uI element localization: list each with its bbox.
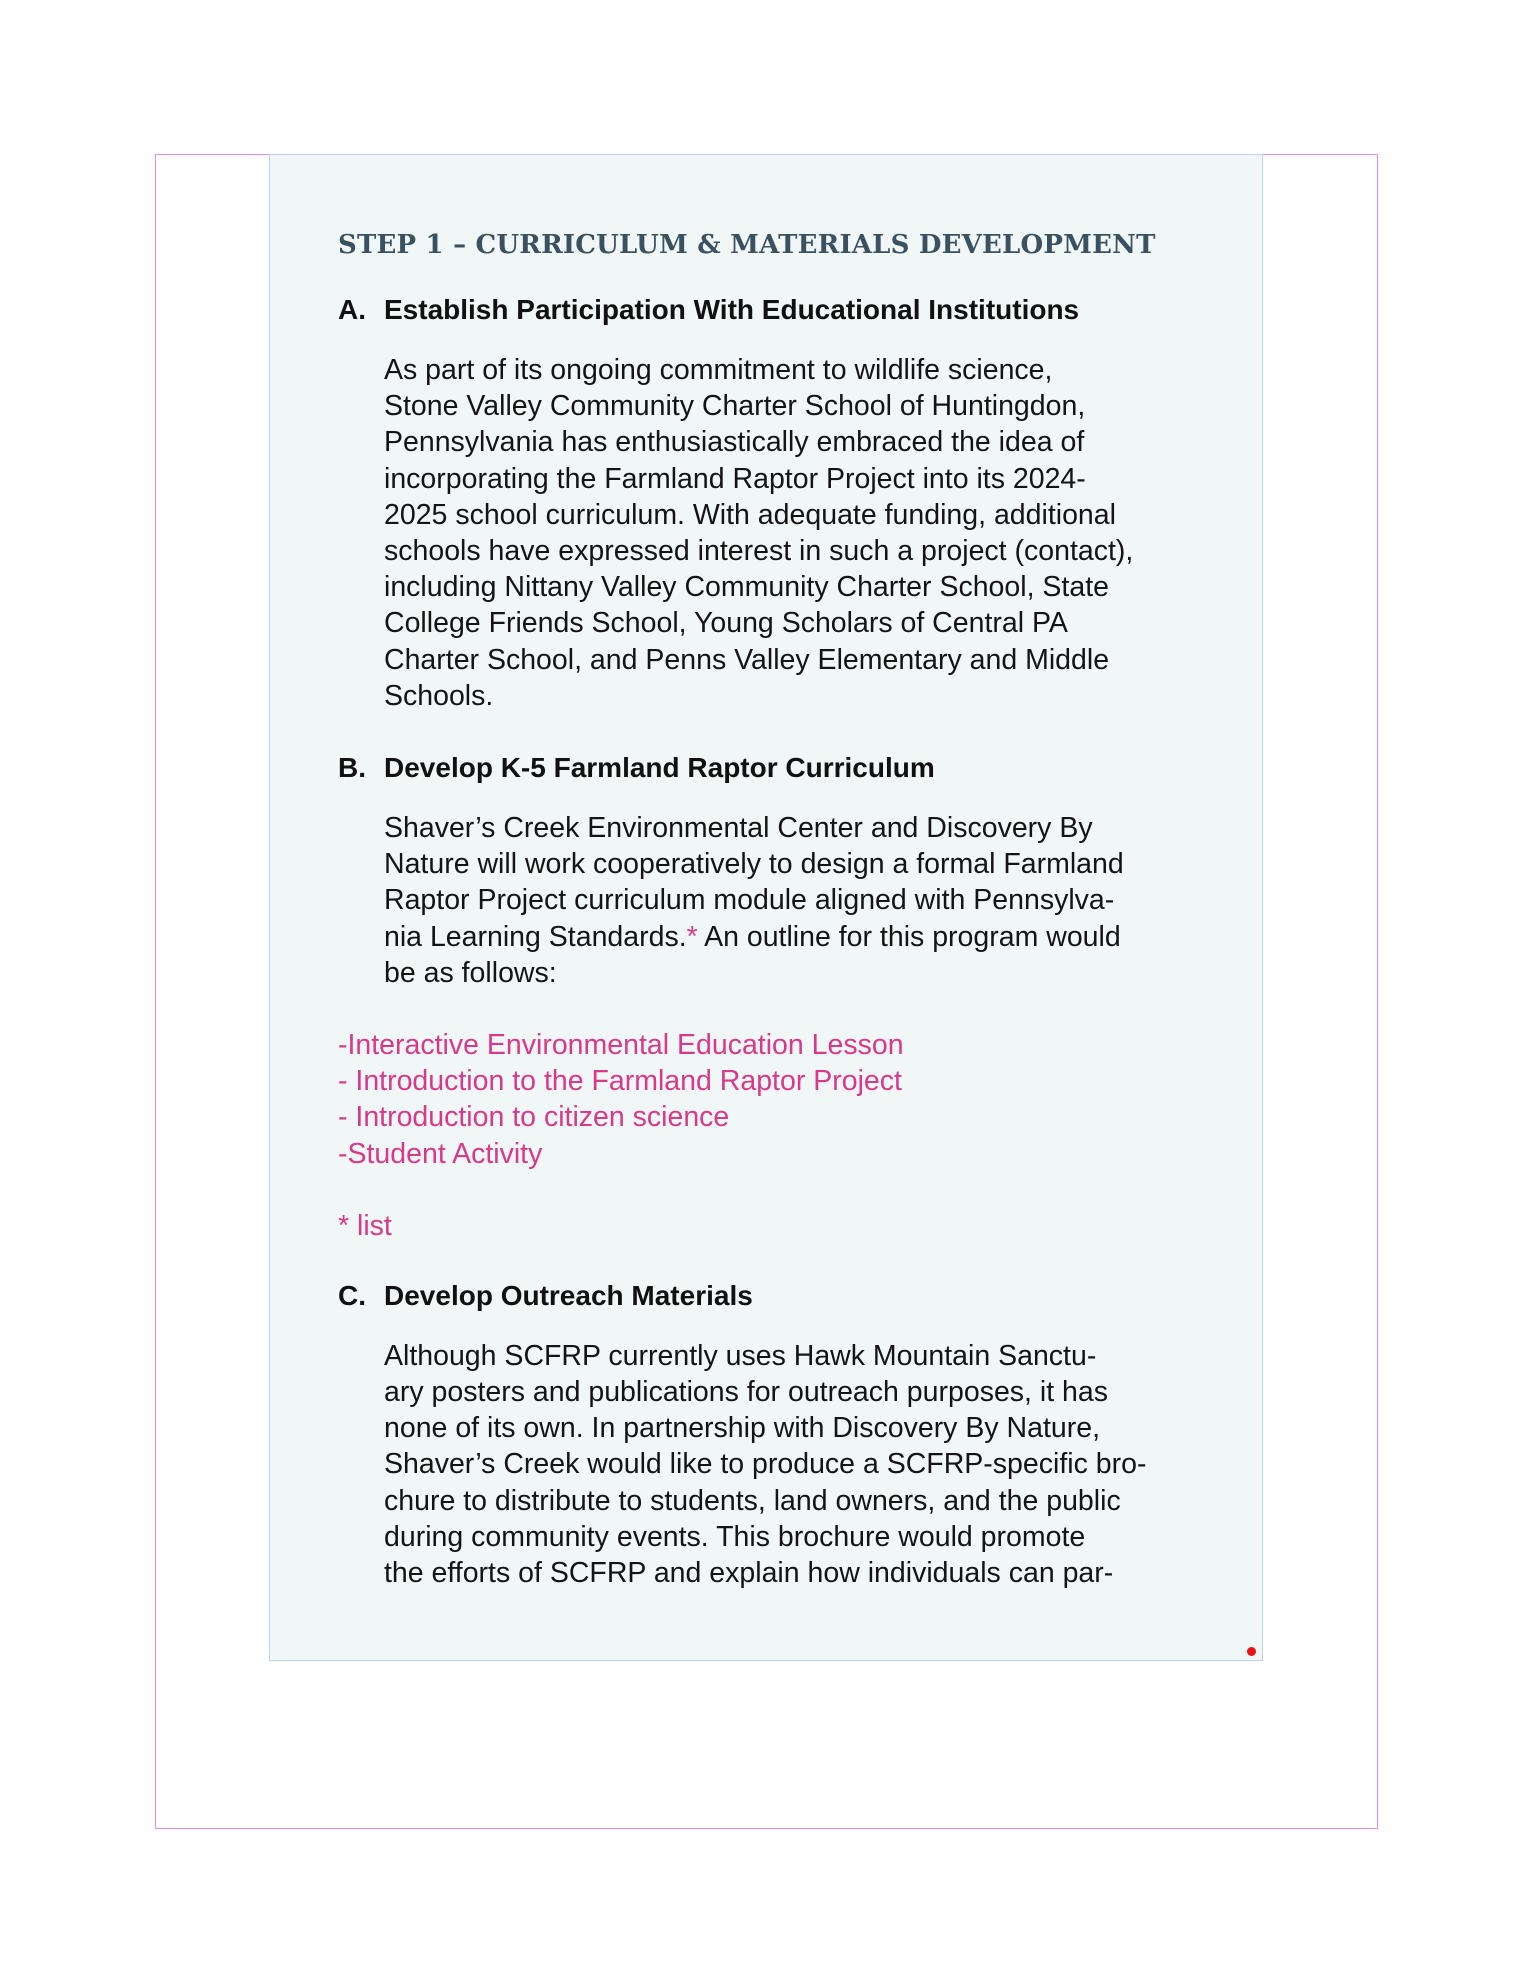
body-line: Raptor Project curriculum module aligned with Pennsylva- bbox=[384, 884, 1115, 917]
footnote: * list bbox=[338, 1209, 392, 1242]
section-c-letter: C. bbox=[338, 1279, 366, 1311]
body-line: during community events. This brochure would promote bbox=[384, 1520, 1086, 1553]
body-line: incorporating the Farmland Raptor Project into its 2024- bbox=[384, 462, 1086, 495]
body-line: As part of its ongoing commitment to wildlife science, bbox=[384, 354, 1053, 386]
body-text: An outline for this program would bbox=[697, 920, 1121, 953]
list-item: - Introduction to the Farmland Raptor Project bbox=[338, 1065, 902, 1098]
body-line: College Friends School, Young Scholars of Central PA bbox=[384, 607, 1068, 640]
body-line: ary posters and publications for outreach purposes, it has bbox=[384, 1376, 1108, 1409]
section-b-title: Develop K-5 Farmland Raptor Curriculum bbox=[384, 752, 935, 784]
body-line: 2025 school curriculum. With adequate funding, additional bbox=[384, 498, 1116, 531]
body-line: chure to distribute to students, land owners, and the public bbox=[384, 1484, 1121, 1517]
body-line-with-footnote bbox=[384, 919, 1218, 955]
body-line: Stone Valley Community Charter School of Huntingdon, bbox=[384, 390, 1086, 423]
body-line: Pennsylvania has enthusiastically embraced the idea of bbox=[384, 426, 1085, 459]
section-b-letter: B. bbox=[338, 752, 366, 784]
section-a bbox=[338, 292, 1218, 714]
body-line: be as follows: bbox=[384, 956, 557, 989]
body-line: including Nittany Valley Community Charter School, State bbox=[384, 571, 1109, 604]
body-line: the efforts of SCFRP and explain how individuals can par- bbox=[384, 1557, 1114, 1590]
section-a-title: Establish Participation With Educational Institutions bbox=[384, 294, 1080, 325]
section-a-body bbox=[384, 352, 1218, 714]
section-a-heading bbox=[338, 292, 1218, 328]
body-line: none of its own. In partnership with Discovery By Nature, bbox=[384, 1412, 1100, 1445]
list-item: -Student Activity bbox=[338, 1137, 543, 1170]
body-line: Shaver’s Creek would like to produce a SCFRP-specific bro- bbox=[384, 1448, 1147, 1481]
document-content bbox=[338, 220, 1218, 1591]
body-line: Nature will work cooperatively to design a formal Farmland bbox=[384, 848, 1124, 881]
body-line: schools have expressed interest in such a project (contact), bbox=[384, 535, 1134, 568]
section-c-heading bbox=[338, 1278, 1218, 1314]
section-c-body bbox=[384, 1338, 1218, 1591]
body-text: nia Learning Standards. bbox=[384, 920, 687, 953]
footnote-asterisk: * bbox=[686, 920, 698, 953]
body-line: Schools. bbox=[384, 679, 494, 712]
body-line: Charter School, and Penns Valley Elementary and Middle bbox=[384, 643, 1110, 676]
section-a-letter: A. bbox=[338, 294, 366, 325]
step-title: STEP 1 – CURRICULUM & MATERIALS DEVELOPMENT bbox=[338, 230, 1156, 260]
section-c-title: Develop Outreach Materials bbox=[384, 1279, 753, 1311]
section-b-body bbox=[384, 810, 1218, 991]
section-b bbox=[338, 750, 1218, 991]
body-line: Shaver’s Creek Environmental Center and Discovery By bbox=[384, 812, 1093, 845]
outline-list bbox=[338, 1027, 1218, 1172]
section-c bbox=[338, 1278, 1218, 1591]
list-item: -Interactive Environmental Education Lesson bbox=[338, 1029, 904, 1062]
list-item: - Introduction to citizen science bbox=[338, 1101, 730, 1134]
overset-text-indicator[interactable] bbox=[1247, 1647, 1256, 1656]
body-line: Although SCFRP currently uses Hawk Mountain Sanctu- bbox=[384, 1339, 1097, 1372]
section-b-heading bbox=[338, 750, 1218, 786]
